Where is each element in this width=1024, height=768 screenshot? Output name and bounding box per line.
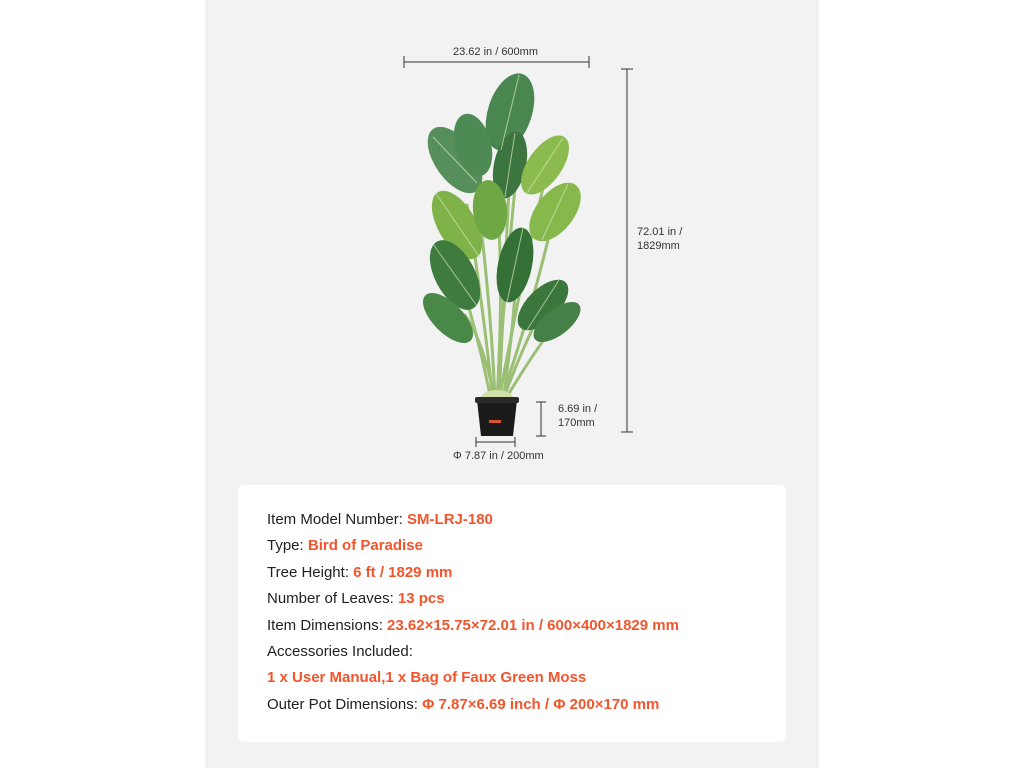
spec-row-type	[267, 533, 679, 559]
spec-row-tree-height	[267, 560, 679, 586]
spec-label: Accessories Included:	[267, 643, 413, 661]
spec-value: 23.62×15.75×72.01 in / 600×400×1829 mm	[387, 616, 679, 634]
plant-illustration	[205, 0, 819, 480]
height-dimension-line	[621, 69, 633, 432]
spec-row-accessories-value	[267, 665, 679, 691]
width-dimension-label: 23.62 in / 600mm	[453, 46, 538, 58]
spec-value: 13 pcs	[397, 590, 445, 608]
spec-value: 1 x User Manual,1 x Bag of Faux Green Moss	[267, 669, 587, 687]
plant-pot	[475, 397, 519, 436]
spec-row-number-of-leaves	[267, 586, 679, 612]
pot-height-label	[558, 402, 597, 430]
pot-diameter-label: Φ 7.87 in / 200mm	[453, 450, 544, 462]
spec-label: Tree Height:	[267, 563, 354, 581]
spec-label: Item Model Number:	[267, 511, 408, 528]
spec-label: Type:	[267, 537, 308, 555]
spec-row-outer-pot-dimensions	[267, 692, 679, 718]
spec-list	[267, 507, 679, 718]
spec-label: Number of Leaves:	[267, 590, 398, 608]
spec-row-model-number	[267, 507, 679, 533]
spec-value: 6 ft / 1829 mm	[353, 563, 453, 581]
spec-label: Item Dimensions:	[267, 616, 388, 634]
pot-diameter-dimension-line	[476, 437, 515, 447]
spec-row-item-dimensions	[267, 613, 679, 639]
specifications-card	[238, 485, 786, 742]
height-label-line2: 1829mm	[637, 240, 680, 252]
height-dimension-label	[637, 225, 682, 253]
spec-value: Bird of Paradise	[307, 537, 423, 555]
pot-height-dimension-line	[536, 402, 546, 436]
spec-value: SM-LRJ-180	[407, 511, 493, 528]
spec-label: Outer Pot Dimensions:	[267, 695, 423, 713]
height-label-line1: 72.01 in /	[637, 226, 683, 238]
product-image-panel	[205, 0, 819, 768]
spec-value: Φ 7.87×6.69 inch / Φ 200×170 mm	[422, 695, 660, 713]
pot-height-label-line2: 170mm	[558, 417, 595, 429]
pot-height-label-line1: 6.69 in /	[558, 403, 598, 415]
spec-row-accessories-label	[267, 639, 679, 665]
